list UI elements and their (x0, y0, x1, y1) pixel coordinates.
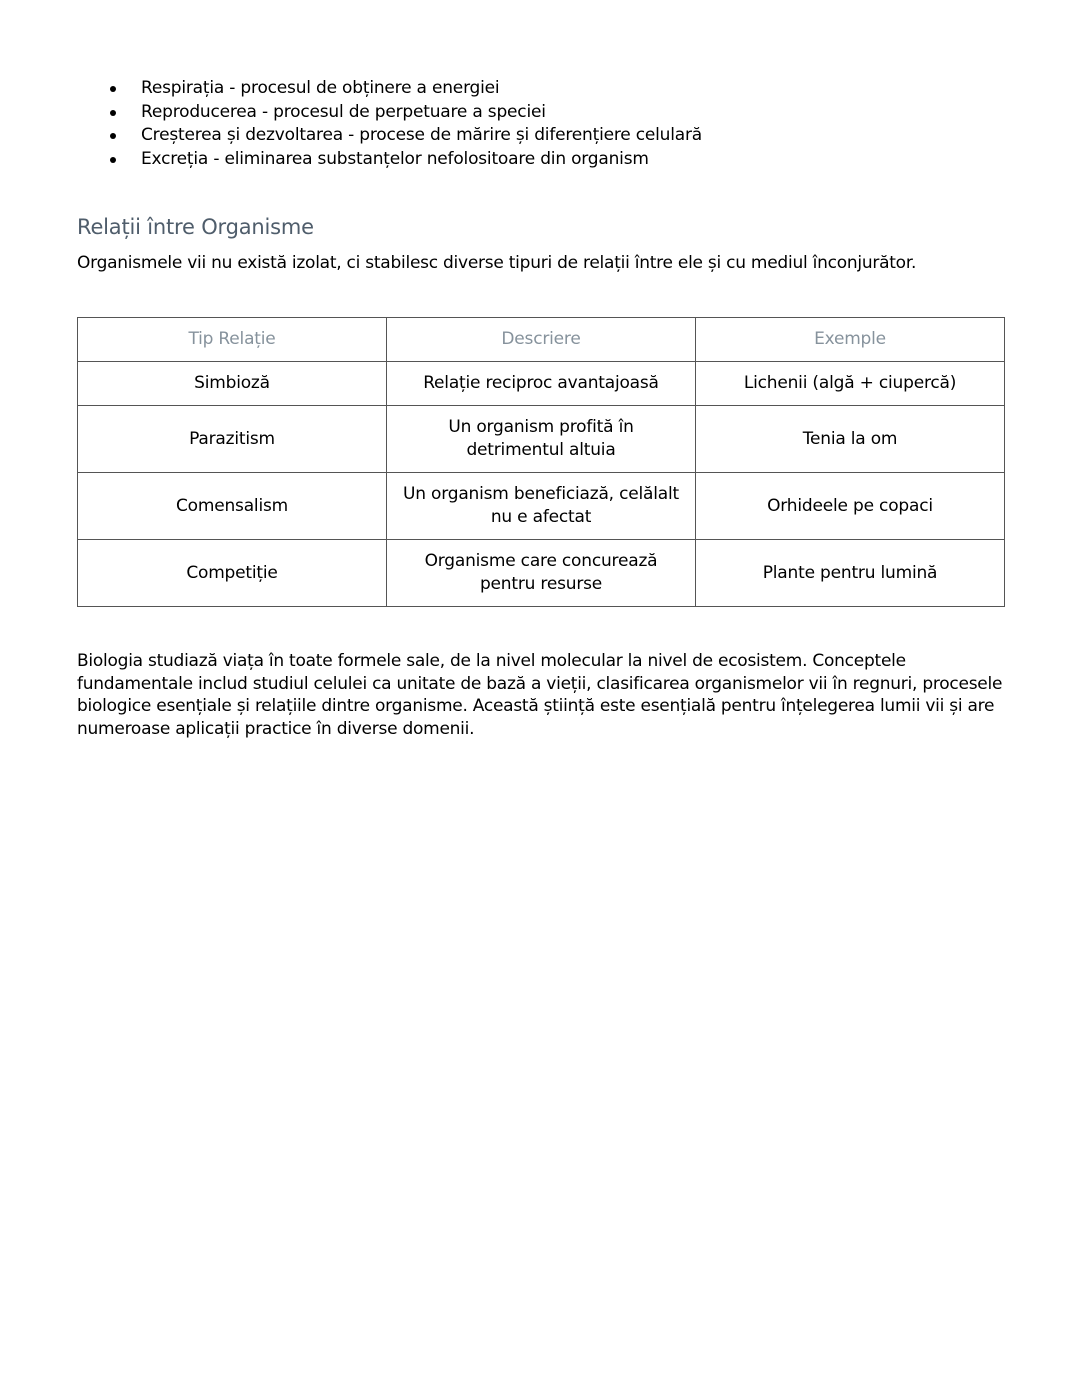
list-item-text: Excreția - eliminarea substanțelor nefolositoare din organism (141, 148, 649, 169)
cell-examples: Orhideele pe copaci (696, 473, 1005, 540)
section-intro: Organismele vii nu există izolat, ci stabilesc diverse tipuri de relații între ele și cu mediul înconjurător. (77, 253, 917, 273)
list-item (108, 101, 988, 125)
cell-type: Comensalism (78, 473, 387, 540)
cell-description: Organisme care concurează pentru resurse (387, 540, 696, 607)
bullet-icon (110, 86, 116, 92)
cell-description: Un organism beneficiază, celălalt nu e afectat (387, 473, 696, 540)
table-row (78, 473, 1005, 540)
section-heading: Relații între Organisme (77, 215, 314, 239)
list-item-text: Respirația - procesul de obținere a energiei (141, 78, 500, 98)
cell-type: Simbioză (78, 362, 387, 406)
column-header-type: Tip Relație (78, 318, 387, 362)
table-header-row (78, 318, 1005, 362)
cell-examples: Tenia la om (696, 406, 1005, 473)
bullet-icon (110, 133, 116, 139)
list-item-text: Creșterea și dezvoltarea - procese de mărire și diferențiere celulară (141, 125, 703, 145)
list-item (108, 124, 988, 148)
list-item (108, 148, 988, 172)
table-row (78, 362, 1005, 406)
cell-type: Parazitism (78, 406, 387, 473)
cell-examples: Lichenii (algă + ciupercă) (696, 362, 1005, 406)
column-header-examples: Exemple (696, 318, 1005, 362)
table-row (78, 406, 1005, 473)
cell-type: Competiție (78, 540, 387, 607)
bullet-icon (110, 110, 116, 116)
list-item-text: Reproducerea - procesul de perpetuare a speciei (141, 101, 546, 122)
cell-description: Relație reciproc avantajoasă (387, 362, 696, 406)
cell-examples: Plante pentru lumină (696, 540, 1005, 607)
relations-table (77, 317, 1005, 607)
column-header-description: Descriere (387, 318, 696, 362)
bullet-icon (110, 157, 116, 163)
summary-paragraph: Biologia studiază viața în toate formele sale, de la nivel molecular la nivel de ecosistem. Conceptele fundamentale includ studiul celulei ca unitate de bază a vieții, clasificarea organismelor vii în regnuri, procesele biologice esențiale și relațiile dintre organisme. Această știință este esențială pentru înțelegerea lumii vii și are numeroase aplicații practice în diverse domenii. (77, 651, 1003, 739)
list-item (108, 77, 988, 101)
life-processes-list (108, 77, 988, 171)
cell-description: Un organism profită în detrimentul altuia (387, 406, 696, 473)
table-row (78, 540, 1005, 607)
